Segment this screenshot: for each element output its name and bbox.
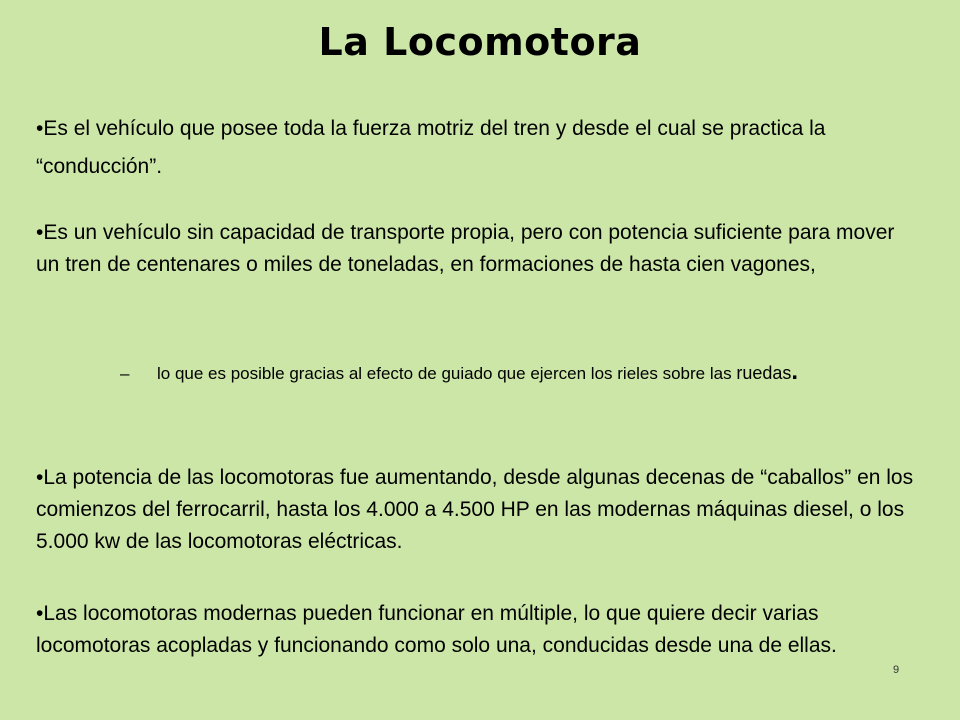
sub-bullet-text: lo que es posible gracias al efecto de guiado que ejercen los rieles sobre las (157, 364, 732, 383)
paragraph-text: Es el vehículo que posee toda la fuerza motriz del tren y desde el cual se practica la “conducción”. (36, 117, 826, 178)
paragraph-text: Es un vehículo sin capacidad de transporte propia, pero con potencia suficiente para mover un tren de centenares o miles de toneladas, en formaciones de hasta cien vagones, (36, 221, 895, 276)
bullet-marker: • (36, 602, 44, 625)
bullet-paragraph (36, 110, 916, 186)
bullet-paragraph (36, 462, 916, 558)
bullet-marker: • (36, 221, 44, 244)
paragraph-text: Las locomotoras modernas pueden funcionar en múltiple, lo que quiere decir varias locomotoras acopladas y funcionando como solo una, conducidas desde una de ellas. (36, 602, 837, 657)
sub-bullet-paragraph (120, 350, 910, 396)
slide-title: La Locomotora (318, 20, 642, 64)
bullet-paragraph (36, 598, 916, 662)
sub-bullet-tail: ruedas (736, 363, 792, 383)
bullet-marker: • (36, 117, 44, 140)
page-number: 9 (893, 664, 900, 676)
bullet-marker: • (36, 466, 44, 489)
dash-marker: – (120, 364, 130, 383)
sub-bullet-period: . (791, 358, 799, 385)
bullet-paragraph (36, 217, 916, 281)
paragraph-text: La potencia de las locomotoras fue aumentando, desde algunas decenas de “caballos” en los comienzos del ferrocarril, hasta los 4.000 a 4.500 HP en las modernas máquinas diesel, o los 5.000 kw de las locomotoras eléctricas. (36, 466, 914, 553)
